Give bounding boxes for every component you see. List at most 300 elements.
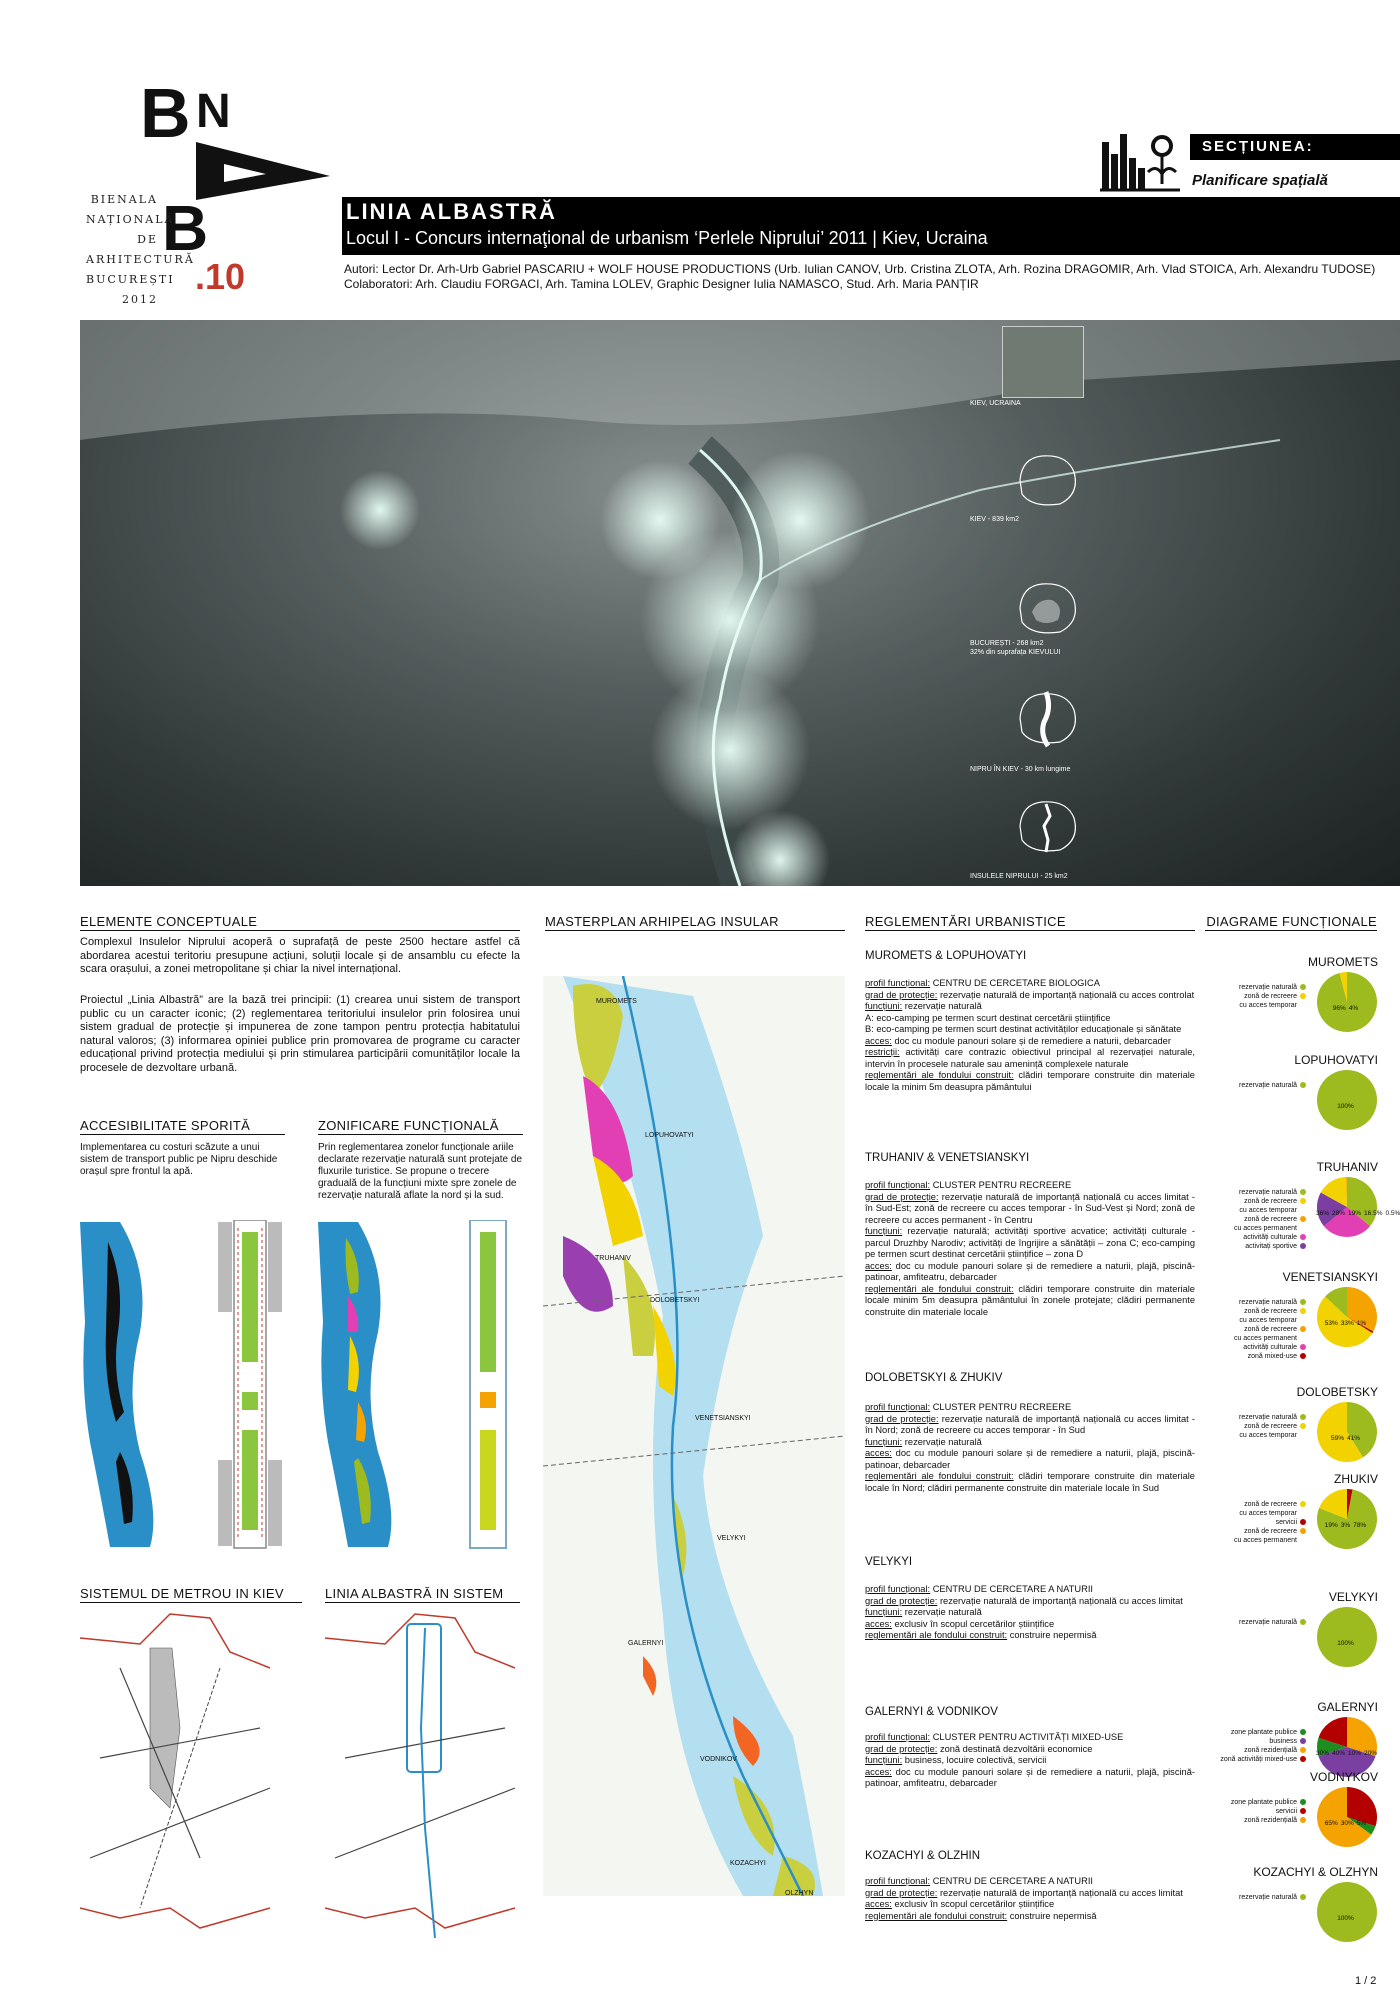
elemente-p2: Proiectul „Linia Albastră” are la bază trei principii: (1) crearea unui sistem de transport public cu un caracter iconic; (2) reglementarea teritoriului insulelor prin folosirea unui sistem gradual de protecție și impunerea de zone tampon pentru protecția habitatului natural valoros; (3) informarea opiniei publice prin promovarea de programe cu caracter educațional privind protecția mediului și prin stimularea participării comunităților locale la procesele de dezvoltare urbană. xyxy=(80,994,520,1074)
reg-line xyxy=(865,1876,1195,1888)
reg-line xyxy=(865,1596,1195,1608)
aerial-photo xyxy=(80,320,1400,886)
metrou-map xyxy=(80,1608,280,1940)
pie-title: KOZACHYI & OLZHYN xyxy=(1253,1865,1378,1879)
pie-value-label: 36% xyxy=(1316,1210,1330,1217)
pie-legend-item xyxy=(1206,1500,1306,1509)
pie-legend-text: cu acces permanent xyxy=(1233,1537,1297,1544)
collaborators: Colaboratori: Arh. Claudiu FORGACI, Arh. Tamina LOLEV, Graphic Designer Iulia NAMASCO, Stud. Arh. Maria PANȚIR xyxy=(344,277,979,291)
pie-legend-text: cu acces temporar xyxy=(1239,1317,1297,1324)
reg-line-key: grad de protecție: xyxy=(865,989,938,1000)
pie-legend-swatch xyxy=(1300,1198,1306,1204)
logo-side-line: ARHITECTURĂ xyxy=(86,253,195,266)
pie-legend-swatch xyxy=(1300,1353,1306,1359)
pie-slice xyxy=(1317,1070,1377,1130)
reg-line-text: CENTRU DE CERCETARE BIOLOGICA xyxy=(930,978,1100,988)
pie-legend-swatch xyxy=(1300,1002,1306,1008)
reg-line-text: rezervație naturală de importanță națională cu acces limitat - în Nord; zonă de recreere cu acces temporar - în Sud xyxy=(865,1413,1195,1435)
reg-line xyxy=(865,1911,1195,1923)
reg-line-key: reglementări ale fondului construit: xyxy=(865,1471,1014,1481)
reg-line xyxy=(865,1261,1195,1284)
masterplan-label: OLZHYN xyxy=(785,1890,814,1897)
pie-title: VENETSIANSKYI xyxy=(1282,1270,1378,1284)
title-bar xyxy=(342,197,1400,255)
pie-chart xyxy=(1316,1286,1378,1348)
reg-line xyxy=(865,1070,1195,1093)
logo-side-line: DE xyxy=(137,233,158,246)
pie-legend-swatch xyxy=(1300,1216,1306,1222)
elemente-title: ELEMENTE CONCEPTUALE xyxy=(80,914,520,931)
reg-line xyxy=(865,1732,1195,1744)
reg-line-text: rezervație naturală de importanță națională cu acces limitat - în Sud-Est; zonă de recreere cu acces temporar - în Sud-Vest și Nord; zonă de recreere cu acces permanent - în Centru xyxy=(865,1191,1195,1225)
reg-line-text: rezervație naturală xyxy=(902,1436,982,1447)
pie-chart xyxy=(1316,1786,1378,1848)
reg-line-key: reglementări ale fondului construit: xyxy=(865,1283,1014,1294)
pie-value-label: 10% xyxy=(1348,1750,1362,1757)
pie-legend-text: zone plantate publice xyxy=(1230,1799,1297,1806)
pie-legend-text: zonă de recreere xyxy=(1244,1326,1297,1333)
reg-line-key: reglementări ale fondului construit: xyxy=(865,1910,1008,1921)
pie-value-labels xyxy=(1316,1915,1378,1922)
pie-legend xyxy=(1206,983,1306,1010)
pie-legend-text: zone plantate publice xyxy=(1230,1729,1297,1736)
reg-line-text: clădiri temporare construite din materiale locale în Nord; clădiri permanente construite din materiale locale în Sud xyxy=(865,1471,1195,1493)
pie-legend-text: cu acces temporar xyxy=(1239,1432,1297,1439)
pie-chart xyxy=(1316,1606,1378,1668)
hero-panel-label: KIEV - 839 km2 xyxy=(970,516,1020,523)
reg-line-text: doc cu module panouri solare și de remediere a naturii, plajă, piscină-patinoar, amfiteatru, debarcader xyxy=(865,1260,1195,1282)
reg-line-text: rezervație naturală de importanță națională cu acces limitat xyxy=(937,1887,1183,1898)
pie-value-label: 100% xyxy=(1337,1103,1354,1110)
pie-legend-swatch xyxy=(1300,1894,1306,1900)
pie-legend-item xyxy=(1206,1798,1306,1807)
pie-value-label: 96% xyxy=(1332,1005,1346,1012)
pie-legend-text: zonă rezidențială xyxy=(1244,1747,1297,1754)
pie-legend-swatch xyxy=(1300,1326,1306,1332)
reg-line-text: clădiri temporare construite din materiale locale minim 5m deasupra pământului în zonele protejate; clădiri permanente construite din materiale locale xyxy=(865,1283,1195,1317)
pie-legend-item xyxy=(1206,1081,1306,1090)
pie-legend-swatch xyxy=(1300,1189,1306,1195)
reg-line-key: grad de protecție: xyxy=(865,1595,938,1606)
zonificare-diagram xyxy=(450,1220,520,1550)
reg-line-key: profil funcțional: xyxy=(865,1584,931,1594)
pie-value-label: 40% xyxy=(1332,1750,1346,1757)
pie-legend-swatch xyxy=(1300,1414,1306,1420)
pie-legend-item xyxy=(1206,1298,1306,1307)
pie-legend-swatch xyxy=(1300,1808,1306,1814)
reg-line xyxy=(865,1899,1195,1911)
pie-value-label: 1% xyxy=(1356,1320,1367,1327)
pie-value-labels xyxy=(1316,1640,1378,1647)
accesibilitate-map xyxy=(80,1222,180,1547)
pie-value-label: 19% xyxy=(1324,1522,1338,1529)
pie-chart xyxy=(1316,971,1378,1033)
reg-line xyxy=(865,1619,1195,1631)
pie-value-label: 59% xyxy=(1330,1435,1344,1442)
pie-legend xyxy=(1206,1188,1306,1251)
reg-line xyxy=(865,1607,1195,1619)
accesibilitate-title: ACCESIBILITATE SPORITĂ xyxy=(80,1118,285,1135)
reg-line-text: A: eco-camping pe termen scurt destinat cercetării științifice xyxy=(865,1012,1111,1023)
reg-line-key: restricții: xyxy=(865,1047,900,1057)
reg-line-key: acces: xyxy=(865,1766,892,1777)
reg-line-key: funcțiuni: xyxy=(865,1001,903,1011)
pie-legend-item xyxy=(1206,1325,1306,1334)
pie-value-label: 65% xyxy=(1324,1820,1338,1827)
reg-block-body xyxy=(865,1180,1195,1318)
pie-legend-swatch xyxy=(1300,1243,1306,1249)
metrou-title: SISTEMUL DE METROU IN KIEV xyxy=(80,1586,302,1603)
reg-line xyxy=(865,1402,1195,1414)
pie-legend-item xyxy=(1206,1307,1306,1316)
reg-line xyxy=(865,1584,1195,1596)
reglementari-title: REGLEMENTĂRI URBANISTICE xyxy=(865,914,1195,931)
reg-line-key: acces: xyxy=(865,1618,892,1629)
pie-title: GALERNYI xyxy=(1317,1700,1378,1714)
reg-line xyxy=(865,1630,1195,1642)
pie-legend-text: zonă de recreere xyxy=(1244,1308,1297,1315)
pie-chart xyxy=(1316,1716,1378,1778)
reg-line-text: business, locuire colectivă, servicii xyxy=(902,1755,1047,1765)
page-title: LINIA ALBASTRĂ xyxy=(346,199,557,224)
reg-line xyxy=(865,1755,1195,1767)
masterplan-label: VELYKYI xyxy=(717,1535,746,1542)
pie-legend-swatch xyxy=(1300,993,1306,999)
pie-title: TRUHANIV xyxy=(1316,1160,1378,1174)
reg-line-text: rezervație naturală de importanță națională cu acces controlat xyxy=(937,989,1195,1000)
reg-line xyxy=(865,1888,1195,1900)
pie-title: LOPUHOVATYI xyxy=(1294,1053,1378,1067)
pie-legend-swatch xyxy=(1300,1799,1306,1805)
reg-line-key: grad de protecție: xyxy=(865,1743,938,1754)
logo-edition: .10 xyxy=(195,256,246,297)
pie-legend-text: activitați sportive xyxy=(1245,1243,1297,1250)
reg-line-key: funcțiuni: xyxy=(865,1755,903,1765)
pie-legend-swatch xyxy=(1300,1423,1306,1429)
reg-line-key: funcțiuni: xyxy=(865,1436,903,1447)
pie-value-labels xyxy=(1316,1210,1400,1217)
pie-legend-item xyxy=(1206,1334,1306,1343)
pie-legend-item xyxy=(1206,1242,1306,1251)
reg-line-key: funcțiuni: xyxy=(865,1226,903,1236)
reg-line-text: rezervație naturală xyxy=(902,1001,982,1011)
reg-line-text: exclusiv în scopul cercetărilor științifice xyxy=(891,1618,1055,1629)
pie-legend-text: zonă de recreere xyxy=(1244,1501,1297,1508)
reg-line-key: acces: xyxy=(865,1035,892,1046)
pie-value-label: 4% xyxy=(1348,1005,1359,1012)
pie-legend xyxy=(1206,1728,1306,1764)
pie-legend-text: rezervație naturală xyxy=(1239,1189,1297,1196)
pie-legend-text: zonă de recreere xyxy=(1244,1216,1297,1223)
reg-block-title: KOZACHYI & OLZHIN xyxy=(865,1850,981,1862)
pie-legend-item xyxy=(1206,1746,1306,1755)
reg-line-key: reglementări ale fondului construit: xyxy=(865,1630,1008,1640)
accesibilitate-text: Implementarea cu costuri scăzute a unui sistem de transport public pe Nipru deschide orașul spre frontul la apă. xyxy=(80,1142,278,1177)
reg-line-text: rezervație naturală; activități sportive acvatice; activități culturale - parcul Druzhby Narodiv; activități de îngrijire a sănătății – zona C; eco-camping pe termen scurt destinat cercetării științifice – zona D xyxy=(865,1226,1195,1259)
pie-legend-swatch xyxy=(1300,1432,1306,1438)
pie-value-label: 30% xyxy=(1316,1750,1330,1757)
pie-legend-text: zonă de recreere xyxy=(1244,1528,1297,1535)
reg-line-key: funcțiuni: xyxy=(865,1607,903,1617)
pie-legend-swatch xyxy=(1300,1528,1306,1534)
pie-legend-swatch xyxy=(1300,1729,1306,1735)
reg-line-text: construire nepermisă xyxy=(1007,1630,1097,1640)
pie-legend-swatch xyxy=(1300,984,1306,990)
pie-value-label: 0.5% xyxy=(1385,1210,1400,1217)
pie-legend-swatch xyxy=(1300,1317,1306,1323)
masterplan-label: GALERNYI xyxy=(628,1640,664,1647)
masterplan-label: LOPUHOVATYI xyxy=(645,1132,694,1139)
pie-value-label: 100% xyxy=(1337,1640,1354,1647)
pie-legend-text: zonă de recreere xyxy=(1244,1198,1297,1205)
zonificare-title: ZONIFICARE FUNCȚIONALĂ xyxy=(318,1118,523,1135)
reg-block-title: TRUHANIV & VENETSIANSKYI xyxy=(865,1152,1030,1164)
pie-legend-text: activități culturale xyxy=(1243,1344,1297,1351)
reg-line-text: doc cu module panouri solare și de remediere a naturii, plajă, piscină-patinoar, debarcader xyxy=(865,1448,1195,1470)
reg-line-text: CENTRU DE CERCETARE A NATURII xyxy=(930,1584,1094,1594)
pie-value-labels xyxy=(1316,1435,1378,1442)
pie-legend-swatch xyxy=(1300,1207,1306,1213)
logo-letter-b2: B xyxy=(162,192,209,264)
pie-legend-text: cu acces temporar xyxy=(1239,1510,1297,1517)
pie-chart xyxy=(1316,1069,1378,1131)
reg-line-key: acces: xyxy=(865,1260,892,1271)
pie-value-labels xyxy=(1316,1005,1378,1012)
reg-line-key: grad de protecție: xyxy=(865,1191,939,1202)
reg-line xyxy=(865,1767,1195,1790)
reg-line-text: rezervație naturală xyxy=(902,1607,982,1617)
pie-legend-item xyxy=(1206,1431,1306,1440)
reg-block-body xyxy=(865,1876,1195,1922)
linia-sistem-title: LINIA ALBASTRĂ IN SISTEM xyxy=(325,1586,520,1603)
nipru-outline-icon xyxy=(1012,688,1082,748)
reg-line xyxy=(865,1284,1195,1319)
reg-block-body xyxy=(865,1584,1195,1642)
pie-legend-item xyxy=(1206,1001,1306,1010)
pie-value-label: 3% xyxy=(1340,1522,1351,1529)
hero-panel-label: 32% din suprafața KIEVULUI xyxy=(970,649,1061,656)
pie-legend-text: cu acces temporar xyxy=(1239,1207,1297,1214)
pie-legend-text: rezervație naturală xyxy=(1239,1299,1297,1306)
pie-chart xyxy=(1316,1176,1378,1238)
reg-line-text: rezervație naturală de importanță națională cu acces limitat xyxy=(937,1595,1183,1606)
reg-line-text: exclusiv în scopul cercetărilor științifice xyxy=(891,1899,1055,1909)
accesibilitate-diagram xyxy=(212,1220,282,1550)
pie-legend-text: servicii xyxy=(1275,1519,1297,1526)
masterplan-label: DOLOBETSKYI xyxy=(650,1297,700,1304)
reg-line-key: profil funcțional: xyxy=(865,1876,931,1886)
logo-side-line: BIENALA xyxy=(90,193,158,206)
reg-line-text: doc cu module panouri solare și de remediere a naturii, debarcader xyxy=(891,1035,1171,1046)
reg-line xyxy=(865,1448,1195,1471)
authors: Autori: Lector Dr. Arh-Urb Gabriel PASCARIU + WOLF HOUSE PRODUCTIONS (Urb. Iulian CANOV, Urb. Cristina ZLOTA, Arh. Rozina DRAGOMIR, Arh. Vlad STOICA, Arh. Alexandru TUDOSE) xyxy=(344,262,1376,276)
reg-block-title: DOLOBETSKYI & ZHUKIV xyxy=(865,1372,1003,1384)
reg-block-body xyxy=(865,1732,1195,1790)
pie-value-label: 33% xyxy=(1340,1320,1354,1327)
reg-line-text: zonă destinată dezvoltării economice xyxy=(937,1743,1093,1754)
pie-legend-item xyxy=(1206,1233,1306,1242)
pie-legend-item xyxy=(1206,992,1306,1001)
city-flower-icon xyxy=(1100,128,1180,194)
pie-legend-text: zonă de recreere xyxy=(1244,1423,1297,1430)
pie-legend-swatch xyxy=(1300,1510,1306,1516)
pie-legend-swatch xyxy=(1300,1501,1306,1507)
insule-outline-icon xyxy=(1012,796,1082,856)
pie-value-labels xyxy=(1316,1750,1378,1757)
hero-panel-label: BUCUREȘTI - 268 km2 xyxy=(970,640,1044,647)
pie-value-label: 16.5% xyxy=(1364,1210,1383,1217)
pie-legend-swatch xyxy=(1300,1225,1306,1231)
reg-line-key: profil funcțional: xyxy=(865,1402,931,1412)
pie-legend-text: rezervație naturală xyxy=(1239,1619,1297,1626)
pie-title: MUROMETS xyxy=(1308,955,1378,969)
logo-side-line: BUCUREȘTI xyxy=(86,273,175,286)
reg-line-text: CLUSTER PENTRU RECREERE xyxy=(930,1180,1072,1190)
pie-legend-item xyxy=(1206,1893,1306,1902)
reg-line-key: profil funcțional: xyxy=(865,1732,931,1742)
pie-value-labels xyxy=(1316,1103,1378,1110)
pie-legend-text: rezervație naturală xyxy=(1239,1894,1297,1901)
pie-legend xyxy=(1206,1893,1306,1902)
pie-legend-text: servicii xyxy=(1275,1808,1297,1815)
section-label-text: SECȚIUNEA: xyxy=(1202,138,1314,155)
hero-panel-label: KIEV, UCRAINA xyxy=(970,400,1021,407)
pie-legend-item xyxy=(1206,1807,1306,1816)
pie-slice xyxy=(1317,1607,1377,1667)
reg-line-text: clădiri temporare construite din materiale locale la minim 5m deasupra pământului xyxy=(865,1070,1195,1092)
hero-panel-label: NIPRU ÎN KIEV - 30 km lungime xyxy=(970,766,1071,773)
reg-line-key: acces: xyxy=(865,1448,892,1458)
pie-title: DOLOBETSKY xyxy=(1296,1385,1378,1399)
zonificare-text: Prin reglementarea zonelor funcționale ariile declarate rezervație naturală sunt protejate de fluxurile turistice. Se propune o trecere graduală de la funcțiuni mixte spre zonele de rezervație naturală aflate la nord și la sud. xyxy=(318,1142,523,1201)
reg-line-key: acces: xyxy=(865,1899,892,1909)
pie-legend-item xyxy=(1206,1728,1306,1737)
pie-legend-swatch xyxy=(1300,1817,1306,1823)
reg-line-text: activități care contrazic obiectivul principal al rezervației naturale, intervin în procesele naturale sau amenință complexele naturale xyxy=(865,1047,1195,1069)
pie-value-label: 30% xyxy=(1340,1820,1354,1827)
pie-value-label: 5% xyxy=(1356,1820,1367,1827)
reg-block-title: MUROMETS & LOPUHOVATYI xyxy=(865,950,1027,962)
pie-legend-item xyxy=(1206,1224,1306,1233)
pie-value-label: 20% xyxy=(1364,1750,1378,1757)
reg-line xyxy=(865,1744,1195,1756)
bucuresti-outline-icon xyxy=(1012,578,1082,638)
pie-legend-item xyxy=(1206,1618,1306,1627)
pie-legend-item xyxy=(1206,1352,1306,1361)
pie-legend-item xyxy=(1206,1527,1306,1536)
pie-legend-swatch xyxy=(1300,1335,1306,1341)
pie-legend-swatch xyxy=(1300,1756,1306,1762)
pie-legend-swatch xyxy=(1300,1234,1306,1240)
reg-line-text: CENTRU DE CERCETARE A NATURII xyxy=(930,1876,1094,1886)
credits xyxy=(344,262,1400,292)
reg-line xyxy=(865,1226,1195,1261)
pie-legend-item xyxy=(1206,1422,1306,1431)
reg-line-text: B: eco-camping pe termen scurt destinat activităților educaționale și sănătate xyxy=(865,1024,1182,1034)
pie-value-label: 100% xyxy=(1337,1915,1354,1922)
pie-value-labels xyxy=(1316,1320,1378,1327)
reg-line xyxy=(865,1192,1195,1227)
pie-title: VODNYKOV xyxy=(1309,1770,1378,1784)
reg-line xyxy=(865,1437,1195,1449)
pie-legend-swatch xyxy=(1300,1619,1306,1625)
pie-legend-text: zonă mixed-use xyxy=(1247,1353,1297,1360)
reg-line-key: profil funcțional: xyxy=(865,978,931,988)
pie-legend-item xyxy=(1206,1816,1306,1825)
zonificare-map xyxy=(318,1222,418,1547)
aerial-river-graphic xyxy=(80,320,1400,886)
reg-block-title: VELYKYI xyxy=(865,1556,913,1568)
pie-title: ZHUKIV xyxy=(1333,1472,1378,1486)
reg-line xyxy=(865,1180,1195,1192)
pie-legend xyxy=(1206,1298,1306,1361)
pie-value-label: 78% xyxy=(1353,1522,1367,1529)
masterplan-label: KOZACHYI xyxy=(730,1860,766,1867)
pie-slice xyxy=(1317,1882,1377,1942)
pie-legend-swatch xyxy=(1300,1747,1306,1753)
reg-block-body xyxy=(865,1402,1195,1494)
pie-legend-item xyxy=(1206,1413,1306,1422)
reg-line-key: profil funcțional: xyxy=(865,1180,931,1190)
pie-legend-item xyxy=(1206,1188,1306,1197)
pie-chart xyxy=(1316,1488,1378,1550)
reg-line-key: reglementări ale fondului construit: xyxy=(865,1070,1014,1080)
hero-panel-map xyxy=(1002,326,1084,398)
masterplan-label: VENETSIANSKYI xyxy=(695,1415,751,1422)
pie-chart xyxy=(1316,1881,1378,1943)
pie-legend-text: zonă rezidențială xyxy=(1244,1817,1297,1824)
pie-legend-item xyxy=(1206,1536,1306,1545)
pie-legend-text: rezervație naturală xyxy=(1239,1082,1297,1089)
pie-legend-item xyxy=(1206,1343,1306,1352)
pie-value-label: 53% xyxy=(1324,1320,1338,1327)
pie-legend-item xyxy=(1206,1755,1306,1764)
pie-value-label: 41% xyxy=(1347,1435,1361,1442)
reg-line-text: CLUSTER PENTRU ACTIVITĂȚI MIXED-USE xyxy=(930,1732,1124,1742)
pie-legend-item xyxy=(1206,1197,1306,1206)
pie-title: VELYKYI xyxy=(1328,1590,1378,1604)
reg-line-text: doc cu module panouri solare și de remediere a naturii, plajă, piscină-patinoar, amfiteatru, debarcader xyxy=(865,1766,1195,1788)
kiev-outline-icon xyxy=(1012,450,1082,510)
section-value: Planificare spațială xyxy=(1192,172,1328,189)
pie-legend-text: cu acces permanent xyxy=(1233,1225,1297,1232)
pie-legend-text: rezervație naturală xyxy=(1239,1414,1297,1421)
pie-legend-item xyxy=(1206,1518,1306,1527)
hero-panel-label: INSULELE NIPRULUI - 25 km2 xyxy=(970,873,1068,880)
elemente-p1: Complexul Insulelor Niprului acoperă o suprafață de peste 2500 hectare astfel că abordarea acestui teritoriu presupune acțiuni, soluții locale și de ansamblu cu efecte la scara orașului, a zonei metropolitane și chiar la nivel internațional. xyxy=(80,936,520,975)
logo-side-line: 2012 xyxy=(122,293,158,306)
logo-letter-b1: B xyxy=(140,74,191,152)
pie-legend-item xyxy=(1206,1206,1306,1215)
reg-block-title: GALERNYI & VODNIKOV xyxy=(865,1706,998,1718)
reg-line-text: construire nepermisă xyxy=(1007,1910,1097,1921)
pie-legend-swatch xyxy=(1300,1738,1306,1744)
pie-legend-text: business xyxy=(1269,1738,1297,1745)
pie-legend-text: zonă de recreere xyxy=(1244,993,1297,1000)
logo-side-line: NAȚIONALĂ xyxy=(86,213,175,226)
pie-legend-item xyxy=(1206,1215,1306,1224)
logo-a-shape xyxy=(196,130,330,200)
masterplan-label: VODNIKOV xyxy=(700,1756,737,1763)
pie-legend-item xyxy=(1206,1737,1306,1746)
pie-legend-swatch xyxy=(1300,1519,1306,1525)
reg-line xyxy=(865,1036,1195,1048)
pie-value-label: 19% xyxy=(1348,1210,1362,1217)
reg-block-body xyxy=(865,978,1195,1093)
pie-chart xyxy=(1316,1401,1378,1463)
reg-line xyxy=(865,1013,1195,1025)
pie-legend-item xyxy=(1206,983,1306,992)
